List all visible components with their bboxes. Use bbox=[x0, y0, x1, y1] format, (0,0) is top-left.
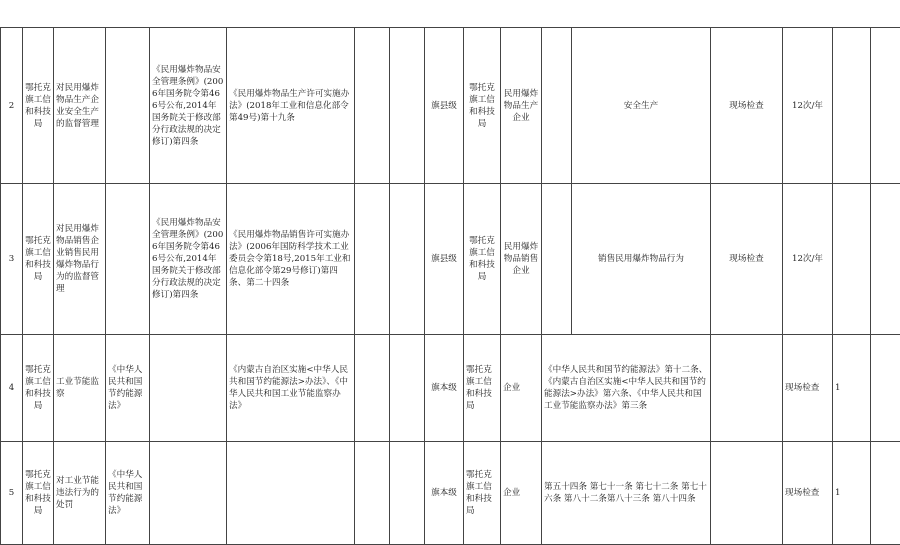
law-basis-cell: 《中华人民共和国节约能源法》 bbox=[106, 335, 150, 442]
department-cell: 鄂托克旗工信和科技局 bbox=[23, 184, 54, 335]
row-number: 5 bbox=[1, 442, 23, 545]
item-name-cell: 对民用爆炸物品销售企业销售民用爆炸物品行为的监督管理 bbox=[54, 184, 106, 335]
table-row bbox=[1, 28, 900, 184]
empty-cell bbox=[871, 28, 900, 184]
inspected-object-cell: 民用爆炸物品生产企业 bbox=[501, 28, 542, 184]
item-name-cell: 对工业节能违法行为的处罚 bbox=[54, 442, 106, 545]
empty-cell bbox=[355, 184, 390, 335]
empty-cell bbox=[711, 335, 783, 442]
empty-cell bbox=[542, 184, 572, 335]
row-number: 3 bbox=[1, 184, 23, 335]
empty-cell bbox=[355, 442, 390, 545]
law-basis-cell bbox=[106, 184, 150, 335]
inspection-content-cell: 《中华人民共和国节约能源法》第十二条、《内蒙古自治区实施<中华人民共和国节约能源法>办法》第六条、《中华人民共和国工业节能监察办法》第三条 bbox=[542, 335, 711, 442]
rule-basis-cell bbox=[227, 442, 355, 545]
empty-cell bbox=[871, 442, 900, 545]
inspecting-body-cell: 鄂托克旗工信和科技局 bbox=[464, 442, 501, 545]
inspection-content-cell: 安全生产 bbox=[572, 28, 711, 184]
table-row bbox=[1, 184, 900, 335]
empty-cell bbox=[355, 335, 390, 442]
frequency-cell: 1 bbox=[833, 442, 871, 545]
inspected-object-cell: 民用爆炸物品销售企业 bbox=[501, 184, 542, 335]
inspecting-body-cell: 鄂托克旗工信和科技局 bbox=[464, 28, 501, 184]
inspection-method-cell: 现场检查 bbox=[711, 28, 783, 184]
level-cell: 旗本级 bbox=[425, 442, 464, 545]
regulation-basis-cell bbox=[150, 442, 227, 545]
empty-cell bbox=[542, 28, 572, 184]
department-cell: 鄂托克旗工信和科技局 bbox=[23, 335, 54, 442]
empty-cell bbox=[833, 184, 871, 335]
inspected-object-cell: 企业 bbox=[501, 335, 542, 442]
item-name-cell: 对民用爆炸物品生产企业安全生产的监督管理 bbox=[54, 28, 106, 184]
row-number: 4 bbox=[1, 335, 23, 442]
empty-cell bbox=[871, 335, 900, 442]
inspecting-body-cell: 鄂托克旗工信和科技局 bbox=[464, 335, 501, 442]
frequency-cell: 12次/年 bbox=[783, 184, 833, 335]
rule-basis-cell: 《内蒙古自治区实施<中华人民共和国节约能源法>办法》、《中华人民共和国工业节能监察办法》 bbox=[227, 335, 355, 442]
empty-cell bbox=[390, 28, 425, 184]
empty-cell bbox=[390, 335, 425, 442]
row-number: 2 bbox=[1, 28, 23, 184]
empty-cell bbox=[355, 28, 390, 184]
top-blank-area bbox=[0, 0, 900, 27]
regulation-basis-cell bbox=[150, 335, 227, 442]
inspection-method-cell: 现场检查 bbox=[711, 184, 783, 335]
rule-basis-cell: 《民用爆炸物品销售许可实施办法》(2006年国防科学技术工业委员会令第18号,2015年工业和信息化部令第29号修订)第四条、第二十四条 bbox=[227, 184, 355, 335]
level-cell: 旗县级 bbox=[425, 28, 464, 184]
level-cell: 旗县级 bbox=[425, 184, 464, 335]
department-cell: 鄂托克旗工信和科技局 bbox=[23, 28, 54, 184]
law-basis-cell bbox=[106, 28, 150, 184]
enforcement-table bbox=[0, 27, 900, 545]
inspecting-body-cell: 鄂托克旗工信和科技局 bbox=[464, 184, 501, 335]
rule-basis-cell: 《民用爆炸物品生产许可实施办法》(2018年工业和信息化部令第49号)第十九条 bbox=[227, 28, 355, 184]
department-cell: 鄂托克旗工信和科技局 bbox=[23, 442, 54, 545]
frequency-cell: 1 bbox=[833, 335, 871, 442]
inspection-method-cell: 现场检查 bbox=[783, 442, 833, 545]
inspection-method-cell: 现场检查 bbox=[783, 335, 833, 442]
inspected-object-cell: 企业 bbox=[501, 442, 542, 545]
regulation-basis-cell: 《民用爆炸物品安全管理条例》(2006年国务院令第466号公布,2014年国务院关于修改部分行政法规的决定修订)第四条 bbox=[150, 184, 227, 335]
empty-cell bbox=[871, 184, 900, 335]
empty-cell bbox=[711, 442, 783, 545]
level-cell: 旗本级 bbox=[425, 335, 464, 442]
item-name-cell: 工业节能监察 bbox=[54, 335, 106, 442]
empty-cell bbox=[390, 442, 425, 545]
law-basis-cell: 《中华人民共和国节约能源法》 bbox=[106, 442, 150, 545]
regulation-basis-cell: 《民用爆炸物品安全管理条例》(2006年国务院令第466号公布,2014年国务院关于修改部分行政法规的决定修订)第四条 bbox=[150, 28, 227, 184]
inspection-content-cell: 销售民用爆炸物品行为 bbox=[572, 184, 711, 335]
table-row bbox=[1, 335, 900, 442]
table-row bbox=[1, 442, 900, 545]
empty-cell bbox=[390, 184, 425, 335]
empty-cell bbox=[833, 28, 871, 184]
inspection-content-cell: 第五十四条 第七十一条 第七十二条 第七十六条 第八十二条第八十三条 第八十四条 bbox=[542, 442, 711, 545]
frequency-cell: 12次/年 bbox=[783, 28, 833, 184]
